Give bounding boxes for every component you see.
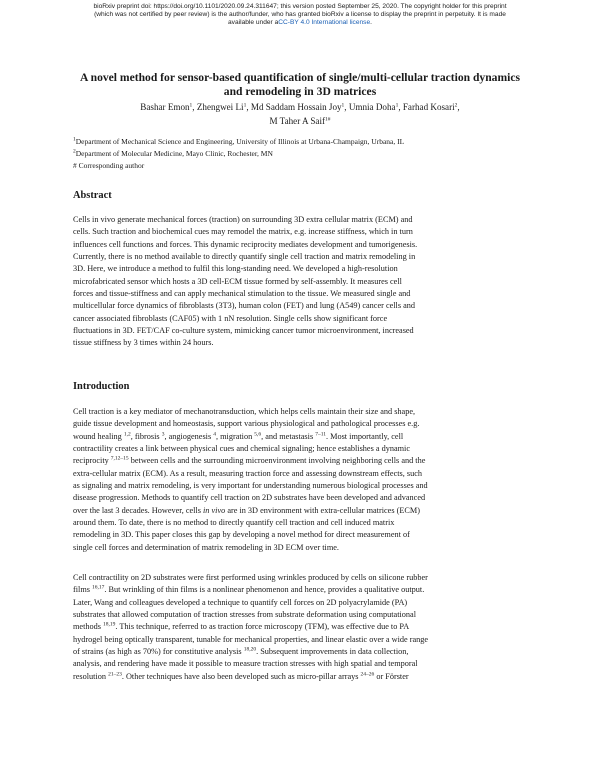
author-affiliation-marker: 1 [189, 102, 193, 109]
author-name: Umnia Doha [348, 102, 396, 112]
banner-line-3 [50, 19, 550, 27]
body-line [73, 671, 529, 683]
banner-line-1: bioRxiv preprint doi: https://doi.org/10.1101/2020.09.24.311647; this version posted September 25, 2020. The copyright holder for this preprint [93, 3, 507, 10]
author-affiliation-marker: 1# [325, 116, 331, 122]
citation: 24–26 [360, 671, 375, 678]
text-run: methods [73, 622, 104, 632]
body-line: single cell forces and determination of matrix remodeling in 3D ECM over time. [73, 542, 339, 552]
text-run: . Other techniques have also been developed such as micro-pillar arrays [121, 671, 361, 681]
body-line: around them. To date, there is no method to directly quantify cell traction and cell induced matrix [73, 518, 395, 528]
affiliations [73, 136, 543, 171]
banner-period: . [370, 19, 372, 26]
citation: 7,12–15 [110, 455, 129, 462]
text-run: are in 3D environment with extra-cellular matrices (ECM) [225, 505, 420, 515]
body-line [73, 505, 529, 517]
abstract-line: cells. Such traction and biochemical cues may remodel the matrix, e.g. increase stiffness, which in turn [73, 227, 413, 237]
body-line: guide tissue development and homeostasis, support various physiological and pathological processes e.g. [73, 419, 420, 429]
affiliation-marker: 2 [73, 148, 76, 155]
author-separator: , [246, 102, 251, 112]
affiliation-text: Department of Molecular Medicine, Mayo Clinic, Rochester, MN [75, 148, 273, 158]
citation: 21–23 [108, 671, 122, 678]
body-line [73, 584, 529, 596]
text-run: , and metastasis [261, 431, 316, 441]
introduction-paragraph-2 [73, 572, 529, 683]
text-run: or Förster [374, 671, 409, 681]
citation: 3 [161, 431, 165, 438]
author-affiliation-marker: 1 [341, 102, 345, 109]
abstract-heading: Abstract [73, 190, 112, 201]
text-run: . This technique, referred to as traction force microscopy (TFM), was effective due to PA [115, 622, 410, 632]
preprint-banner [50, 3, 550, 27]
body-line: hydrogel being optically transparent, tunable for mechanical properties, and linear elastic over a wide range [73, 634, 429, 644]
body-line: remodeling in 3D. This paper closes this gap by developing a novel method for direct measurement of [73, 530, 410, 540]
text-run: of strains (as high as 70%) for constitutive analysis [73, 647, 244, 657]
text-run: . Subsequent improvements in data collection, [256, 647, 409, 657]
abstract-line: microfabricated sensor which hosts a 3D cell-ECM tissue formed by self-assembly. It measures cell [73, 276, 402, 286]
author-name: Farhad Kosari [402, 102, 455, 112]
body-line: analysis, and rendering have made it possible to measure traction stresses with high spatial and temporal [73, 659, 418, 669]
body-line: extra-cellular matrix (ECM). As a result, measuring traction force and assessing downstream effects, such [73, 468, 422, 478]
body-line [73, 646, 529, 658]
body-line: Cell contractility on 2D substrates were first performed using wrinkles produced by cells on silicone rubber [73, 573, 428, 582]
citation: 16,17 [92, 584, 105, 591]
citation: 1,2 [123, 431, 131, 438]
introduction-heading: Introduction [73, 381, 130, 392]
abstract-line: forces and tissue-stiffness and can apply mechanical stimulation to the tissue. We measured single and [73, 289, 411, 299]
citation: 4 [213, 431, 216, 438]
abstract-line: cancer associated fibroblasts (CAF05) with 1 nN resolution. Single cells show significant force [73, 313, 388, 323]
author-name: Md Saddam Hossain Joy [250, 102, 342, 112]
banner-available-text: available under a [228, 19, 279, 26]
license-link[interactable]: CC-BY 4.0 International license [278, 19, 371, 26]
affiliation-2 [73, 148, 543, 160]
abstract-line: influences cell functions and forces. This dynamic reciprocity mediates development and tumorigenesis. [73, 239, 418, 249]
abstract-line: fluctuations in 3D. FET/CAF co-culture system, mimicking cancer tumor microenvironment, increased [73, 326, 414, 336]
author-list [80, 101, 520, 128]
author-separator: , [344, 102, 349, 112]
affiliation-1 [73, 136, 543, 148]
author-separator: , [398, 102, 403, 112]
text-run: over the last 3 decades. However, cells [73, 505, 204, 515]
affiliation-marker: 1 [73, 136, 76, 143]
corresponding-author-note: # Corresponding author [73, 160, 145, 170]
text-run: . But wrinkling of thin films is a nonlinear phenomenon and hence, provides a qualitative output. [104, 585, 425, 595]
introduction-paragraph-1 [73, 406, 529, 554]
abstract-line: tissue stiffness by 3 times within 24 hours. [73, 338, 214, 348]
author-affiliation-marker: 2 [454, 102, 458, 109]
body-line: as signaling and matrix remodeling, is very important for understanding numerous biological processes and [73, 481, 428, 491]
author-name: M Taher A Saif [269, 115, 326, 126]
citation: 7–11 [315, 431, 327, 438]
body-line [73, 431, 529, 443]
citation: 5,6 [254, 431, 262, 438]
text-run: . Most importantly, cell [326, 431, 404, 441]
affiliation-text: Department of Mechanical Science and Engineering, University of Illinois at Urbana-Champaign, Urbana, IL [75, 137, 405, 146]
author-affiliation-marker: 1 [395, 102, 399, 109]
text-run: , migration [216, 431, 255, 441]
banner-line-2: (which was not certified by peer review) is the author/funder, who has granted bioRxiv a license to display the preprint in perpetuity. It is made [94, 11, 506, 18]
text-run: between cells and the surrounding microenvironment involving neighboring cells and the [128, 456, 426, 466]
text-run: wound healing [73, 431, 124, 441]
body-line: substrates that allowed computation of traction stresses from substrate deformation using computational [73, 610, 416, 620]
citation: 18,20 [243, 646, 257, 653]
abstract-line: Currently, there is no method available to directly quantify single cell traction and matrix remodeling in [73, 252, 416, 262]
text-run: , angiogenesis [164, 431, 214, 441]
body-line: disease progression. Methods to quantify cell traction on 2D substrates have been developed and advanced [73, 493, 426, 503]
text-run: reciprocity [73, 456, 111, 466]
abstract-line: 3D. Here, we introduce a method to fulfil this long-standing need. We developed a high-resolution [73, 264, 398, 274]
author-separator: , [192, 102, 197, 112]
author-name: Zhengwei Li [196, 102, 244, 112]
abstract-line: multicellular force dynamics of fibroblasts (3T3), human colon (FET) and lung (A549) cancer cells and [73, 301, 416, 311]
body-line [73, 455, 529, 467]
text-run: , fibrosis [130, 431, 162, 441]
body-line: Later, Wang and colleagues developed a technique to quantify cell forces on 2D polyacrylamide (PA) [73, 597, 408, 607]
italic-term: in vivo [203, 505, 226, 515]
author-name: Bashar Emon [140, 102, 190, 112]
body-line: Cell traction is a key mediator of mechanotransduction, which helps cells maintain their size and shape, [73, 407, 416, 416]
paper-title: A novel method for sensor-based quantification of single/multi-cellular traction dynamics and remodeling in 3D matrices [79, 71, 521, 98]
abstract-body [73, 214, 529, 350]
body-line: contractility creates a link between physical cues and chemical signaling; hence establishes a dynamic [73, 444, 410, 454]
text-run: resolution [73, 671, 109, 681]
citation: 18,19 [103, 621, 116, 628]
author-separator: , [457, 102, 460, 112]
text-run: films [73, 585, 93, 595]
body-line [73, 621, 529, 633]
abstract-line: Cells in vivo generate mechanical forces (traction) on surrounding 3D extra cellular matrix (ECM) and [73, 215, 413, 224]
author-affiliation-marker: 1 [243, 102, 247, 109]
